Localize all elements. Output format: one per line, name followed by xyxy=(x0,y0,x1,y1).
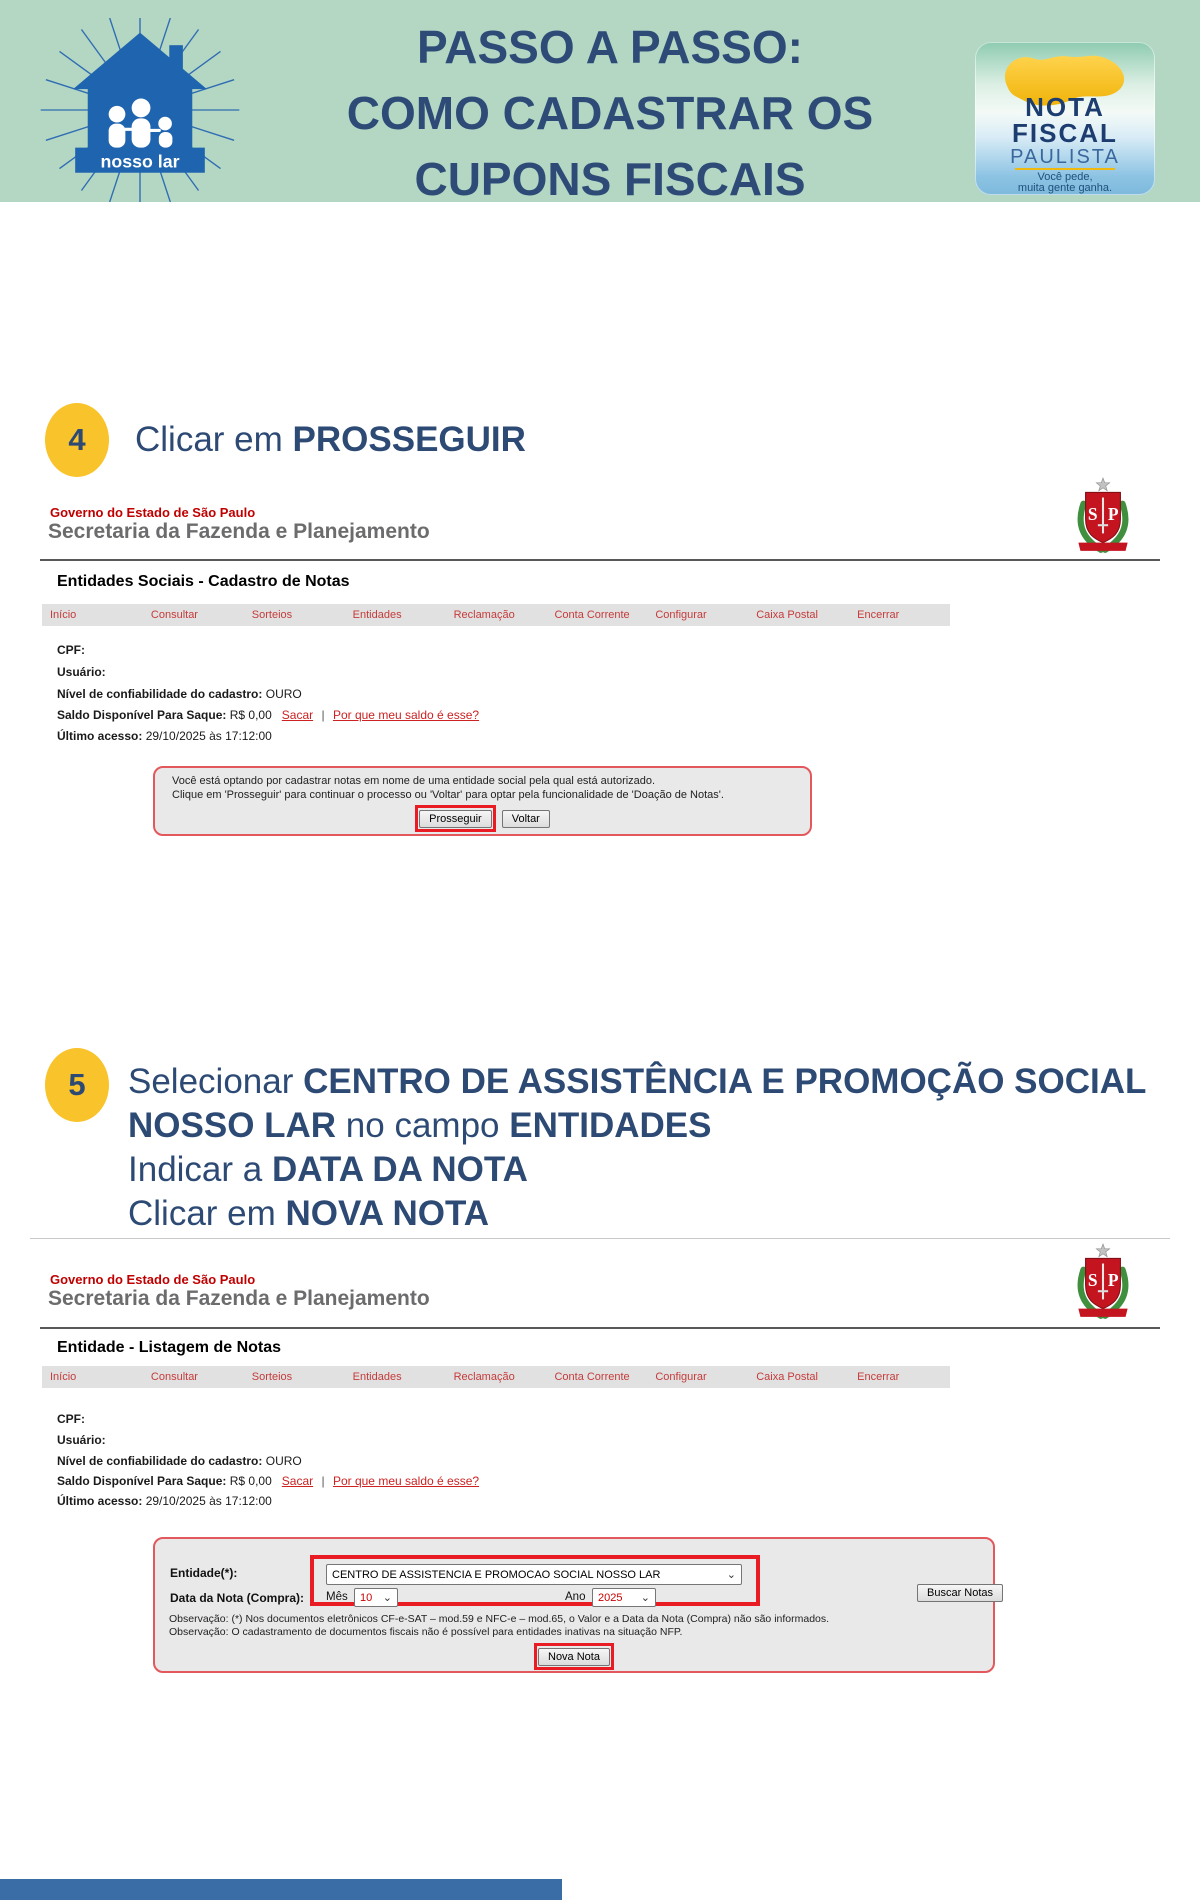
nav-item-entidades[interactable]: Entidades xyxy=(352,1371,402,1383)
step-5-line-3: Indicar a DATA DA NOTA xyxy=(128,1150,528,1189)
message-line-1: Você está optando por cadastrar notas em nome de uma entidade social pela qual está autorizado. xyxy=(172,775,656,787)
sacar-link[interactable]: Sacar xyxy=(281,708,314,722)
user-usuario-row: Usuário: xyxy=(57,1433,106,1447)
nav-item-configurar[interactable]: Configurar xyxy=(655,609,707,621)
step-5-line-1: Selecionar CENTRO DE ASSISTÊNCIA E PROMOÇÃO SOCIAL xyxy=(128,1062,1147,1101)
nota-form-box xyxy=(153,1537,995,1673)
step-5-line-2: NOSSO LAR no campo ENTIDADES xyxy=(128,1106,712,1145)
nav-item-sorteios[interactable]: Sorteios xyxy=(251,609,293,621)
step-4-badge xyxy=(45,403,109,477)
saldo-question-link[interactable]: Por que meu saldo é esse? xyxy=(332,708,480,722)
divider xyxy=(40,1327,1160,1329)
data-nota-label: Data da Nota (Compra): xyxy=(170,1591,305,1605)
sp-coat-of-arms-icon xyxy=(1072,477,1134,557)
user-nivel-row: Nível de confiabilidade do cadastro: OURO xyxy=(57,687,302,701)
chevron-down-icon: ⌄ xyxy=(726,1568,736,1581)
entidade-select[interactable]: CENTRO DE ASSISTENCIA E PROMOCAO SOCIAL NOSSO LAR ⌄ xyxy=(326,1564,742,1585)
nosso-lar-wordmark: nosso lar xyxy=(100,151,180,172)
nav-item-sorteios[interactable]: Sorteios xyxy=(251,1371,293,1383)
svg-text:S: S xyxy=(1087,504,1098,525)
nav-item-conta-corrente[interactable]: Conta Corrente xyxy=(554,1371,630,1383)
step-4-instruction xyxy=(135,420,526,460)
screenshot-top-border xyxy=(30,1238,1170,1239)
divider xyxy=(40,559,1160,561)
ano-select[interactable]: 2025 ⌄ xyxy=(592,1588,656,1607)
step-5-number: 5 xyxy=(68,1067,86,1102)
nav-item-encerrar[interactable]: Encerrar xyxy=(857,1371,900,1383)
nfp-word-fiscal: FISCAL xyxy=(1012,118,1118,148)
bottom-section-edge xyxy=(0,1879,562,1900)
nav-item-inicio[interactable]: Início xyxy=(50,609,77,621)
page-title xyxy=(310,14,910,202)
sacar-link[interactable]: Sacar xyxy=(281,1474,314,1488)
user-cpf-row: CPF: xyxy=(57,643,85,657)
section-title: Entidades Sociais - Cadastro de Notas xyxy=(57,573,350,590)
nav-item-entidades[interactable]: Entidades xyxy=(352,609,402,621)
nova-nota-button[interactable]: Nova Nota xyxy=(538,1648,610,1666)
secretaria-header-text: Secretaria da Fazenda e Planejamento xyxy=(48,1287,430,1310)
nfp-tagline-2: muita gente ganha. xyxy=(1017,182,1113,194)
user-usuario-row: Usuário: xyxy=(57,665,106,679)
step-4-keyword: PROSSEGUIR xyxy=(292,420,526,459)
user-ultimo-acesso-row: Último acesso: 29/10/2025 às 17:12:00 xyxy=(57,729,272,743)
nav-item-inicio[interactable]: Início xyxy=(50,1371,77,1383)
step-5-badge xyxy=(45,1048,109,1122)
page-title-line1: PASSO A PASSO: xyxy=(417,21,803,73)
observation-line-2: Observação: O cadastramento de documentos fiscais não é possível para entidades inativas na situação NFP. xyxy=(169,1626,683,1638)
nova-nota-highlight xyxy=(534,1643,614,1670)
step-4-text: Clicar em xyxy=(135,420,293,459)
step-4-number: 4 xyxy=(68,422,86,457)
svg-text:S: S xyxy=(1087,1270,1098,1291)
message-button-row xyxy=(155,805,810,832)
entidade-label: Entidade(*): xyxy=(170,1566,238,1580)
user-saldo-row: Saldo Disponível Para Saque: R$ 0,00 Sacar | Por que meu saldo é esse? xyxy=(57,708,480,722)
user-cpf-row: CPF: xyxy=(57,1412,85,1426)
chevron-down-icon: ⌄ xyxy=(640,1591,650,1604)
observation-line-1: Observação: (*) Nos documentos eletrônicos CF-e-SAT – mod.59 e NFC-e – mod.65, o Valor e a Data da Nota (Compra) não são informados. xyxy=(169,1613,830,1625)
svg-text:P: P xyxy=(1107,1270,1119,1291)
nova-nota-row xyxy=(155,1643,993,1670)
nfp-divider xyxy=(1015,168,1115,170)
saldo-question-link[interactable]: Por que meu saldo é esse? xyxy=(332,1474,480,1488)
ano-label: Ano xyxy=(565,1591,586,1603)
prosseguir-highlight xyxy=(415,805,496,832)
page-title-line3: CUPONS FISCAIS xyxy=(414,153,806,202)
message-line-2: Clique em 'Prosseguir' para continuar o processo ou 'Voltar' para optar pela funcionalidade de 'Doação de Notas'. xyxy=(172,789,724,801)
portal-nav-bar xyxy=(42,1366,950,1388)
nfp-word-paulista: PAULISTA xyxy=(1010,146,1120,168)
voltar-button[interactable]: Voltar xyxy=(502,810,550,828)
sp-coat-of-arms-icon xyxy=(1072,1243,1134,1323)
nosso-lar-logo xyxy=(35,18,245,202)
nfp-tagline-1: Você pede, xyxy=(1037,171,1093,183)
nav-item-consultar[interactable]: Consultar xyxy=(150,1371,198,1383)
prosseguir-button[interactable]: Prosseguir xyxy=(419,810,492,828)
user-saldo-row: Saldo Disponível Para Saque: R$ 0,00 Sacar | Por que meu saldo é esse? xyxy=(57,1474,480,1488)
svg-text:P: P xyxy=(1107,504,1119,525)
gov-header-text: Governo do Estado de São Paulo xyxy=(50,505,256,520)
confirmation-message-box xyxy=(153,766,812,836)
mes-label: Mês xyxy=(326,1591,348,1603)
nav-item-conta-corrente[interactable]: Conta Corrente xyxy=(554,609,630,621)
nota-fiscal-paulista-logo xyxy=(975,42,1155,195)
nav-item-configurar[interactable]: Configurar xyxy=(655,1371,707,1383)
user-nivel-row: Nível de confiabilidade do cadastro: OURO xyxy=(57,1454,302,1468)
secretaria-header-text: Secretaria da Fazenda e Planejamento xyxy=(48,520,430,543)
page-title-line2: COMO CADASTRAR OS xyxy=(346,87,874,139)
nav-item-reclamacao[interactable]: Reclamação xyxy=(453,609,515,621)
portal-nav-bar xyxy=(42,604,950,626)
chevron-down-icon: ⌄ xyxy=(382,1591,392,1604)
nav-item-caixa-postal[interactable]: Caixa Postal xyxy=(756,1371,818,1383)
mes-select[interactable]: 10 ⌄ xyxy=(354,1588,398,1607)
nfp-word-nota: NOTA xyxy=(1025,92,1105,122)
user-ultimo-acesso-row: Último acesso: 29/10/2025 às 17:12:00 xyxy=(57,1494,272,1508)
nav-item-reclamacao[interactable]: Reclamação xyxy=(453,1371,515,1383)
nav-item-encerrar[interactable]: Encerrar xyxy=(857,609,900,621)
buscar-notas-button[interactable]: Buscar Notas xyxy=(917,1584,1003,1602)
gov-header-text: Governo do Estado de São Paulo xyxy=(50,1272,256,1287)
nav-item-consultar[interactable]: Consultar xyxy=(150,609,198,621)
step-5-line-4: Clicar em NOVA NOTA xyxy=(128,1194,490,1233)
section-title: Entidade - Listagem de Notas xyxy=(57,1339,282,1356)
tutorial-header xyxy=(0,0,1200,202)
nav-item-caixa-postal[interactable]: Caixa Postal xyxy=(756,609,818,621)
